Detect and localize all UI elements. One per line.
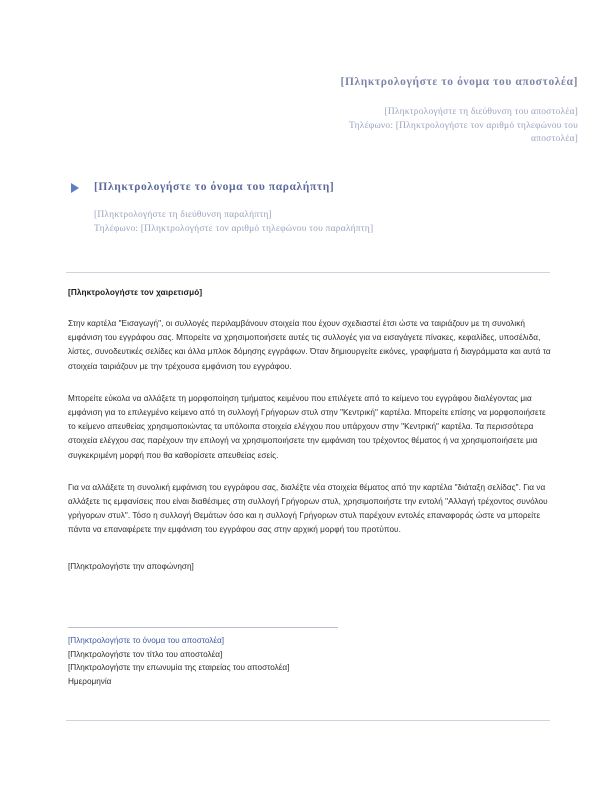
signature-sender-title[interactable]: [Πληκτρολογήστε τον τίτλο του αποστολέα] (68, 649, 223, 659)
letter-body (68, 288, 552, 571)
signature-sender-company[interactable]: [Πληκτρολογήστε την επωνυμία της εταιρείας του αποστολέα] (68, 663, 290, 673)
recipient-address-field[interactable]: [Πληκτρολογήστε τη διεύθυνση παραλήπτη] (94, 210, 272, 220)
sender-name-field[interactable]: [Πληκτρολογήστε το όνομα του αποστολέα] (340, 76, 578, 88)
divider-top (66, 272, 550, 273)
signature-divider (68, 627, 338, 628)
recipient-name-row (68, 180, 428, 195)
divider-bottom (66, 720, 550, 721)
sender-address-field[interactable]: [Πληκτρολογήστε τη διεύθυνση του αποστολέα] (384, 107, 578, 117)
signature-sender-name[interactable]: [Πληκτρολογήστε το όνομα του αποστολέα] (68, 636, 225, 645)
body-paragraph-1[interactable]: Στην καρτέλα "Εισαγωγή", οι συλλογές περιλαμβάνουν στοιχεία που έχουν σχεδιαστεί έτσι ώστε να ταιριάζουν με τη συνολική εμφάνιση του εγγράφου σας. Μπορείτε να χρησιμοποιήσετε αυτές τις συλλογές για να εισαγάγετε πίνακες, κεφαλίδες, υποσέλιδα, λίστες, συνοδευτικές σελίδες και άλλα μπλοκ δόμησης εγγράφων. Όταν δημιουργείτε εικόνες, γραφήματα ή διαγράμματα και αυτά τα στοιχεία ταιριάζουν με την τρέχουσα εμφάνιση του εγγράφου. (68, 319, 551, 371)
signature-block (68, 634, 468, 688)
body-paragraph-2[interactable]: Μπορείτε εύκολα να αλλάξετε τη μορφοποίηση τμήματος κειμένου που επιλέγετε από το κείμενο του εγγράφου διαλέγοντας μια εμφάνιση για το επιλεγμένο κείμενο από τη συλλογή Γρήγορων στυλ στην "Κεντρική" καρτέλα. Μπορείτε επίσης να μορφοποιήσετε το κείμενο απευθείας χρησιμοποιώντας τα υπόλοιπα στοιχεία ελέγχου που υπάρχουν στην "Κεντρική" καρτέλα. Τα περισσότερα στοιχεία ελέγχου σας παρέχουν την επιλογή να χρησιμοποιήσετε την εμφάνιση του τρέχοντος θέματος ή να χρησιμοποιήσετε μια συγκεκριμένη μορφή που θα καθορίσετε απευθείας εσείς. (68, 393, 546, 460)
body-paragraph-3[interactable]: Για να αλλάξετε τη συνολική εμφάνιση του εγγράφου σας, διαλέξτε νέα στοιχεία θέματος από την καρτέλα "διάταξη σελίδας". Για να αλλάξετε τις εμφανίσεις που είναι διαθέσιμες στη συλλογή Γρήγορων στυλ, χρησιμοποιήστε την εντολή "Αλλαγή τρέχοντος συνόλου γρήγορων στυλ". Τόσο η συλλογή Θεμάτων όσο και η συλλογή Γρήγορων στυλ παρέχουν εντολές επαναφοράς ώστε να μπορείτε πάντα να επαναφέρετε την εμφάνιση του εγγράφου σας στην αρχική μορφή του προτύπου. (68, 482, 548, 535)
sender-contact-group (328, 106, 578, 147)
recipient-phone-field[interactable]: Τηλέφωνο: [Πληκτρολογήστε τον αριθμό τηλεφώνου του παραλήπτη] (94, 223, 374, 234)
sender-phone-field[interactable]: Τηλέφωνο: [Πληκτρολογήστε τον αριθμό τηλεφώνου του αποστολέα] (348, 120, 578, 144)
recipient-contact-group (94, 209, 394, 236)
signature-date[interactable]: Ημερομηνία (68, 676, 112, 686)
triangle-right-icon (68, 181, 82, 195)
salutation-field[interactable]: [Πληκτρολογήστε τον χαιρετισμό] (68, 288, 203, 297)
sender-block (328, 74, 578, 147)
closing-field[interactable]: [Πληκτρολογήστε την αποφώνηση] (68, 561, 194, 571)
recipient-name-field[interactable]: [Πληκτρολογήστε το όνομα του παραλήπτη] (94, 181, 335, 193)
recipient-block (68, 180, 428, 236)
